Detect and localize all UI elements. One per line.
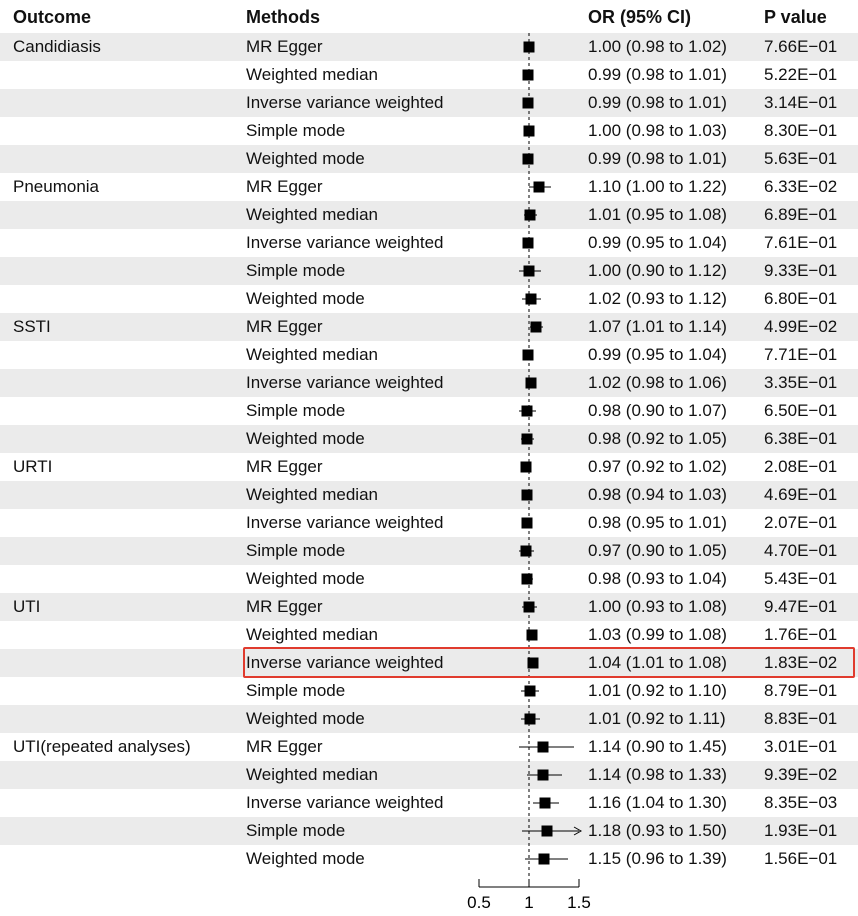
method-cell: Weighted mode xyxy=(246,429,365,448)
method-cell: Inverse variance weighted xyxy=(246,793,444,812)
x-tick-label: 1 xyxy=(524,893,534,912)
point-estimate-marker xyxy=(521,546,532,557)
method-cell: Weighted median xyxy=(246,485,378,504)
point-estimate-marker xyxy=(523,154,534,165)
or-ci-cell: 1.02 (0.93 to 1.12) xyxy=(588,289,727,308)
p-value-cell: 8.83E−01 xyxy=(764,709,838,728)
point-estimate-marker xyxy=(540,798,551,809)
p-value-cell: 3.01E−01 xyxy=(764,737,838,756)
point-estimate-marker xyxy=(538,770,549,781)
outcome-cell: URTI xyxy=(13,457,53,476)
point-estimate-marker xyxy=(527,630,538,641)
x-tick-label: 1.5 xyxy=(567,893,591,912)
point-estimate-marker xyxy=(542,826,553,837)
method-cell: Weighted median xyxy=(246,625,378,644)
point-estimate-marker xyxy=(521,462,532,473)
p-value-cell: 5.43E−01 xyxy=(764,569,838,588)
p-value-cell: 1.83E−02 xyxy=(764,653,838,672)
p-value-cell: 2.08E−01 xyxy=(764,457,838,476)
method-cell: MR Egger xyxy=(246,457,323,476)
outcome-cell: UTI(repeated analyses) xyxy=(13,737,191,756)
x-tick-label: 0.5 xyxy=(467,893,491,912)
p-value-cell: 1.56E−01 xyxy=(764,849,838,868)
method-cell: Inverse variance weighted xyxy=(246,653,444,672)
method-cell: MR Egger xyxy=(246,597,323,616)
p-value-cell: 4.70E−01 xyxy=(764,541,838,560)
p-value-cell: 1.93E−01 xyxy=(764,821,838,840)
outcome-cell: UTI xyxy=(13,597,41,616)
point-estimate-marker xyxy=(534,182,545,193)
or-ci-cell: 1.18 (0.93 to 1.50) xyxy=(588,821,727,840)
or-ci-cell: 0.98 (0.90 to 1.07) xyxy=(588,401,727,420)
or-ci-cell: 1.14 (0.90 to 1.45) xyxy=(588,737,727,756)
point-estimate-marker xyxy=(524,266,535,277)
point-estimate-marker xyxy=(523,70,534,81)
method-cell: Inverse variance weighted xyxy=(246,93,444,112)
outcome-cell: Candidiasis xyxy=(13,37,101,56)
or-ci-cell: 1.01 (0.92 to 1.11) xyxy=(588,709,726,728)
point-estimate-marker xyxy=(525,686,536,697)
p-value-cell: 6.89E−01 xyxy=(764,205,838,224)
or-ci-cell: 1.00 (0.98 to 1.02) xyxy=(588,37,727,56)
or-ci-cell: 0.98 (0.94 to 1.03) xyxy=(588,485,727,504)
method-cell: Weighted mode xyxy=(246,289,365,308)
method-cell: MR Egger xyxy=(246,37,323,56)
or-ci-cell: 0.99 (0.98 to 1.01) xyxy=(588,65,727,84)
point-estimate-marker xyxy=(525,714,536,725)
or-ci-cell: 1.00 (0.93 to 1.08) xyxy=(588,597,727,616)
or-ci-cell: 0.98 (0.92 to 1.05) xyxy=(588,429,727,448)
point-estimate-marker xyxy=(524,126,535,137)
p-value-cell: 6.33E−02 xyxy=(764,177,838,196)
point-estimate-marker xyxy=(524,42,535,53)
p-value-cell: 3.35E−01 xyxy=(764,373,838,392)
point-estimate-marker xyxy=(522,574,533,585)
p-value-cell: 1.76E−01 xyxy=(764,625,838,644)
method-cell: Weighted mode xyxy=(246,849,365,868)
method-cell: Inverse variance weighted xyxy=(246,373,444,392)
method-cell: Weighted mode xyxy=(246,149,365,168)
or-ci-cell: 1.03 (0.99 to 1.08) xyxy=(588,625,727,644)
method-cell: Inverse variance weighted xyxy=(246,513,444,532)
p-value-cell: 6.80E−01 xyxy=(764,289,838,308)
point-estimate-marker xyxy=(522,518,533,529)
header-methods: Methods xyxy=(246,7,320,27)
point-estimate-marker xyxy=(522,434,533,445)
or-ci-cell: 1.16 (1.04 to 1.30) xyxy=(588,793,727,812)
p-value-cell: 8.30E−01 xyxy=(764,121,838,140)
p-value-cell: 4.69E−01 xyxy=(764,485,838,504)
or-ci-cell: 1.15 (0.96 to 1.39) xyxy=(588,849,727,868)
or-ci-cell: 1.14 (0.98 to 1.33) xyxy=(588,765,727,784)
or-ci-cell: 0.99 (0.98 to 1.01) xyxy=(588,149,727,168)
point-estimate-marker xyxy=(523,238,534,249)
method-cell: MR Egger xyxy=(246,737,323,756)
header-outcome: Outcome xyxy=(13,7,92,27)
method-cell: Simple mode xyxy=(246,401,346,420)
method-cell: Weighted median xyxy=(246,345,378,364)
point-estimate-marker xyxy=(526,378,537,389)
method-cell: Simple mode xyxy=(246,681,346,700)
point-estimate-marker xyxy=(526,294,537,305)
point-estimate-marker xyxy=(522,490,533,501)
point-estimate-marker xyxy=(538,742,549,753)
p-value-cell: 5.63E−01 xyxy=(764,149,838,168)
or-ci-cell: 1.10 (1.00 to 1.22) xyxy=(588,177,727,196)
point-estimate-marker xyxy=(539,854,550,865)
or-ci-cell: 1.00 (0.90 to 1.12) xyxy=(588,261,727,280)
outcome-cell: SSTI xyxy=(13,317,51,336)
p-value-cell: 2.07E−01 xyxy=(764,513,838,532)
or-ci-cell: 1.00 (0.98 to 1.03) xyxy=(588,121,727,140)
p-value-cell: 7.71E−01 xyxy=(764,345,838,364)
point-estimate-marker xyxy=(523,350,534,361)
or-ci-cell: 0.97 (0.90 to 1.05) xyxy=(588,541,727,560)
p-value-cell: 3.14E−01 xyxy=(764,93,838,112)
point-estimate-marker xyxy=(525,210,536,221)
p-value-cell: 6.38E−01 xyxy=(764,429,838,448)
or-ci-cell: 1.01 (0.92 to 1.10) xyxy=(588,681,727,700)
p-value-cell: 4.99E−02 xyxy=(764,317,838,336)
point-estimate-marker xyxy=(524,602,535,613)
or-ci-cell: 1.07 (1.01 to 1.14) xyxy=(588,317,727,336)
point-estimate-marker xyxy=(523,98,534,109)
p-value-cell: 5.22E−01 xyxy=(764,65,838,84)
p-value-cell: 8.35E−03 xyxy=(764,793,838,812)
header-or: OR (95% CI) xyxy=(588,7,692,27)
point-estimate-marker xyxy=(522,406,533,417)
p-value-cell: 8.79E−01 xyxy=(764,681,838,700)
or-ci-cell: 1.01 (0.95 to 1.08) xyxy=(588,205,727,224)
method-cell: Simple mode xyxy=(246,121,346,140)
or-ci-cell: 0.99 (0.95 to 1.04) xyxy=(588,345,727,364)
or-ci-cell: 0.99 (0.98 to 1.01) xyxy=(588,93,727,112)
or-ci-cell: 0.97 (0.92 to 1.02) xyxy=(588,457,727,476)
or-ci-cell: 1.02 (0.98 to 1.06) xyxy=(588,373,727,392)
method-cell: Weighted median xyxy=(246,205,378,224)
outcome-cell: Pneumonia xyxy=(13,177,100,196)
p-value-cell: 9.47E−01 xyxy=(764,597,838,616)
method-cell: Simple mode xyxy=(246,821,346,840)
method-cell: Simple mode xyxy=(246,261,346,280)
point-estimate-marker xyxy=(531,322,542,333)
method-cell: Weighted mode xyxy=(246,569,365,588)
header-p-value: P value xyxy=(764,7,827,27)
p-value-cell: 9.39E−02 xyxy=(764,765,838,784)
method-cell: MR Egger xyxy=(246,317,323,336)
p-value-cell: 9.33E−01 xyxy=(764,261,838,280)
or-ci-cell: 0.98 (0.93 to 1.04) xyxy=(588,569,727,588)
method-cell: Weighted median xyxy=(246,65,378,84)
p-value-cell: 7.61E−01 xyxy=(764,233,838,252)
method-cell: MR Egger xyxy=(246,177,323,196)
method-cell: Weighted mode xyxy=(246,709,365,728)
or-ci-cell: 1.04 (1.01 to 1.08) xyxy=(588,653,727,672)
or-ci-cell: 0.99 (0.95 to 1.04) xyxy=(588,233,727,252)
method-cell: Simple mode xyxy=(246,541,346,560)
method-cell: Weighted median xyxy=(246,765,378,784)
method-cell: Inverse variance weighted xyxy=(246,233,444,252)
p-value-cell: 6.50E−01 xyxy=(764,401,838,420)
or-ci-cell: 0.98 (0.95 to 1.01) xyxy=(588,513,727,532)
p-value-cell: 7.66E−01 xyxy=(764,37,838,56)
highlight-box xyxy=(243,647,855,678)
